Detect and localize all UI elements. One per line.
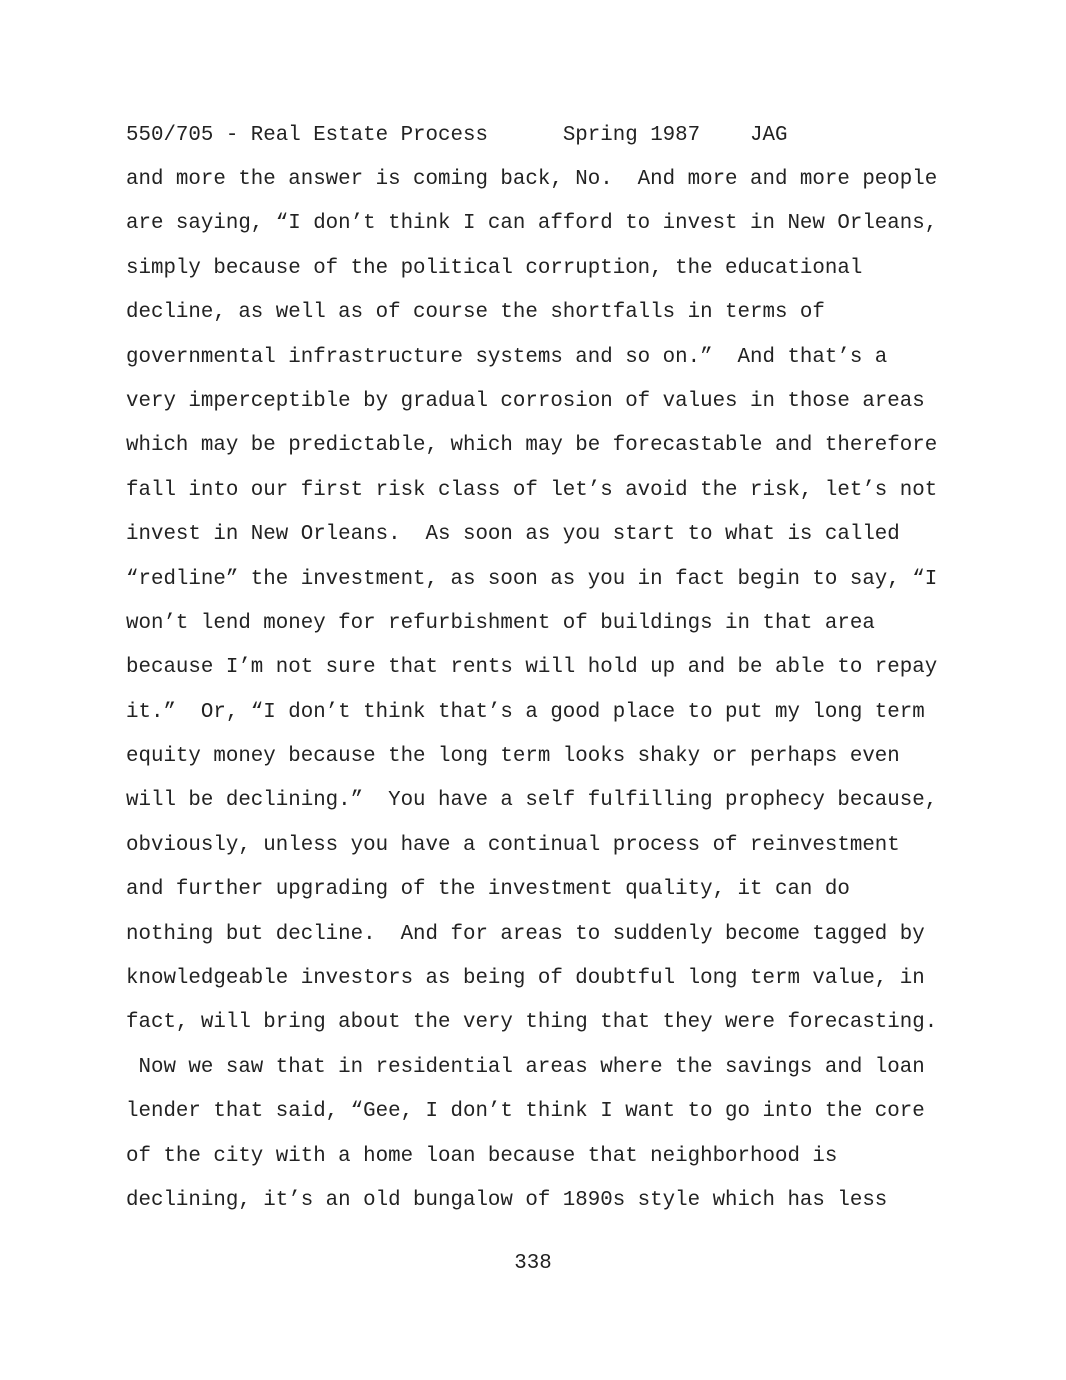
- text-line: obviously, unless you have a continual process of reinvestment: [126, 833, 900, 857]
- text-line: fact, will bring about the very thing that they were forecasting.: [126, 1011, 938, 1035]
- text-line: decline, as well as of course the shortfalls in terms of: [126, 301, 825, 325]
- text-line: lender that said, “Gee, I don’t think I want to go into the core: [126, 1100, 925, 1124]
- text-line: nothing but decline. And for areas to suddenly become tagged by: [126, 922, 925, 946]
- header-initials: JAG: [750, 124, 788, 147]
- text-line: will be declining.” You have a self fulfilling prophecy because,: [126, 789, 938, 813]
- text-line: invest in New Orleans. As soon as you start to what is called: [126, 523, 900, 547]
- page-number: 338: [514, 1252, 552, 1275]
- text-line: are saying, “I don’t think I can afford to invest in New Orleans,: [126, 212, 938, 236]
- text-line: “redline” the investment, as soon as you in fact begin to say, “I: [126, 567, 938, 591]
- text-line: which may be predictable, which may be forecastable and therefore: [126, 434, 938, 458]
- text-line: and more the answer is coming back, No. And more and more people: [126, 168, 938, 191]
- page-header: [126, 122, 788, 150]
- text-line: and further upgrading of the investment quality, it can do: [126, 878, 850, 902]
- text-line: Now we saw that in residential areas where the savings and loan: [126, 1055, 925, 1079]
- text-line: knowledgeable investors as being of doubtful long term value, in: [126, 967, 925, 991]
- header-course: 550/705 - Real Estate Process: [126, 124, 488, 147]
- transcript-body: [126, 166, 937, 1231]
- text-line: declining, it’s an old bungalow of 1890s style which has less: [126, 1188, 888, 1212]
- text-line: won’t lend money for refurbishment of buildings in that area: [126, 611, 875, 635]
- text-line: because I’m not sure that rents will hold up and be able to repay: [126, 656, 938, 680]
- text-line: equity money because the long term looks shaky or perhaps even: [126, 745, 900, 769]
- text-line: of the city with a home loan because that neighborhood is: [126, 1144, 838, 1168]
- text-line: governmental infrastructure systems and so on.” And that’s a: [126, 345, 888, 369]
- header-term: Spring 1987: [562, 124, 701, 147]
- text-line: it.” Or, “I don’t think that’s a good place to put my long term: [126, 700, 925, 724]
- text-line: fall into our first risk class of let’s avoid the risk, let’s not: [126, 478, 938, 502]
- text-line: simply because of the political corruption, the educational: [126, 256, 863, 280]
- text-line: very imperceptible by gradual corrosion of values in those areas: [126, 389, 925, 413]
